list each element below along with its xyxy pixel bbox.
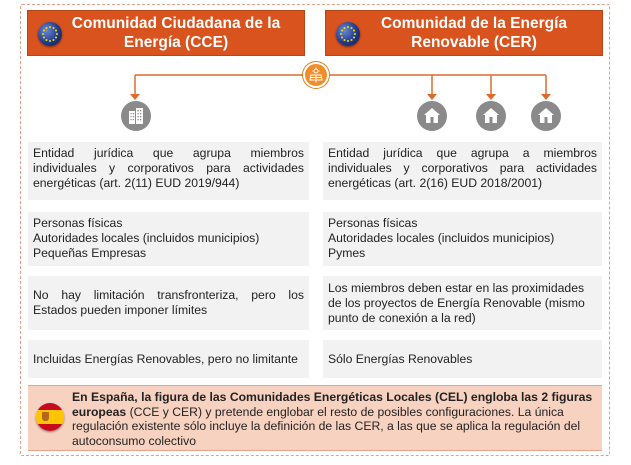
cce-definition: Entidad jurídica que agrupa miembros individuales y corporativos para actividades energéticas (art. 2(11) EUD 2019/944)	[28, 142, 309, 200]
house-icon	[417, 101, 447, 131]
list-item: Pequeñas Empresas	[33, 246, 147, 260]
cce-energy: Incluidas Energías Renovables, pero no limitante	[28, 340, 309, 378]
list-item: Autoridades locales (incluidos municipios)	[33, 231, 260, 245]
spain-note-bold: En España, la figura de las Comunidades Energéticas Locales (CEL) engloba las 2 figuras europeas	[72, 390, 593, 419]
cer-proximity: Los miembros deben estar en las proximidades de los proyectos de Energía Renovable (mismo punto de conexión a la red)	[323, 276, 602, 330]
list-item: Personas físicas	[328, 216, 418, 230]
cer-members	[323, 212, 602, 266]
cer-energy: Sólo Energías Renovables	[323, 340, 602, 378]
spain-note	[28, 385, 602, 451]
cce-proximity: No hay limitación transfronteriza, pero los Estados pueden imponer límites	[28, 276, 309, 330]
spain-note-text: (CCE y CER) y pretende englobar el resto de posibles configuraciones. La única regulación existente sólo incluye la definición de las CER, a las que se aplica la regulación del autoconsumo colectivo	[72, 404, 581, 448]
solar-panel-icon	[303, 62, 329, 88]
list-item: Personas físicas	[33, 216, 123, 230]
house-icon	[531, 101, 561, 131]
header-cce-title: Comunidad Ciudadana de la Energía (CCE)	[71, 15, 281, 51]
spain-flag-icon	[36, 403, 64, 431]
list-item: Pymes	[328, 246, 366, 260]
cer-definition: Entidad jurídica que agrupa a miembros individuales y corporativos para actividades energéticas (art. 2(16) EUD 2018/2001)	[323, 142, 602, 200]
list-item: Autoridades locales (incluidos municipios)	[328, 231, 555, 245]
header-cer-title: Comunidad de la Energía Renovable (CER)	[380, 15, 568, 51]
house-icon	[476, 101, 506, 131]
cce-members	[28, 212, 309, 266]
building-icon	[121, 101, 151, 131]
